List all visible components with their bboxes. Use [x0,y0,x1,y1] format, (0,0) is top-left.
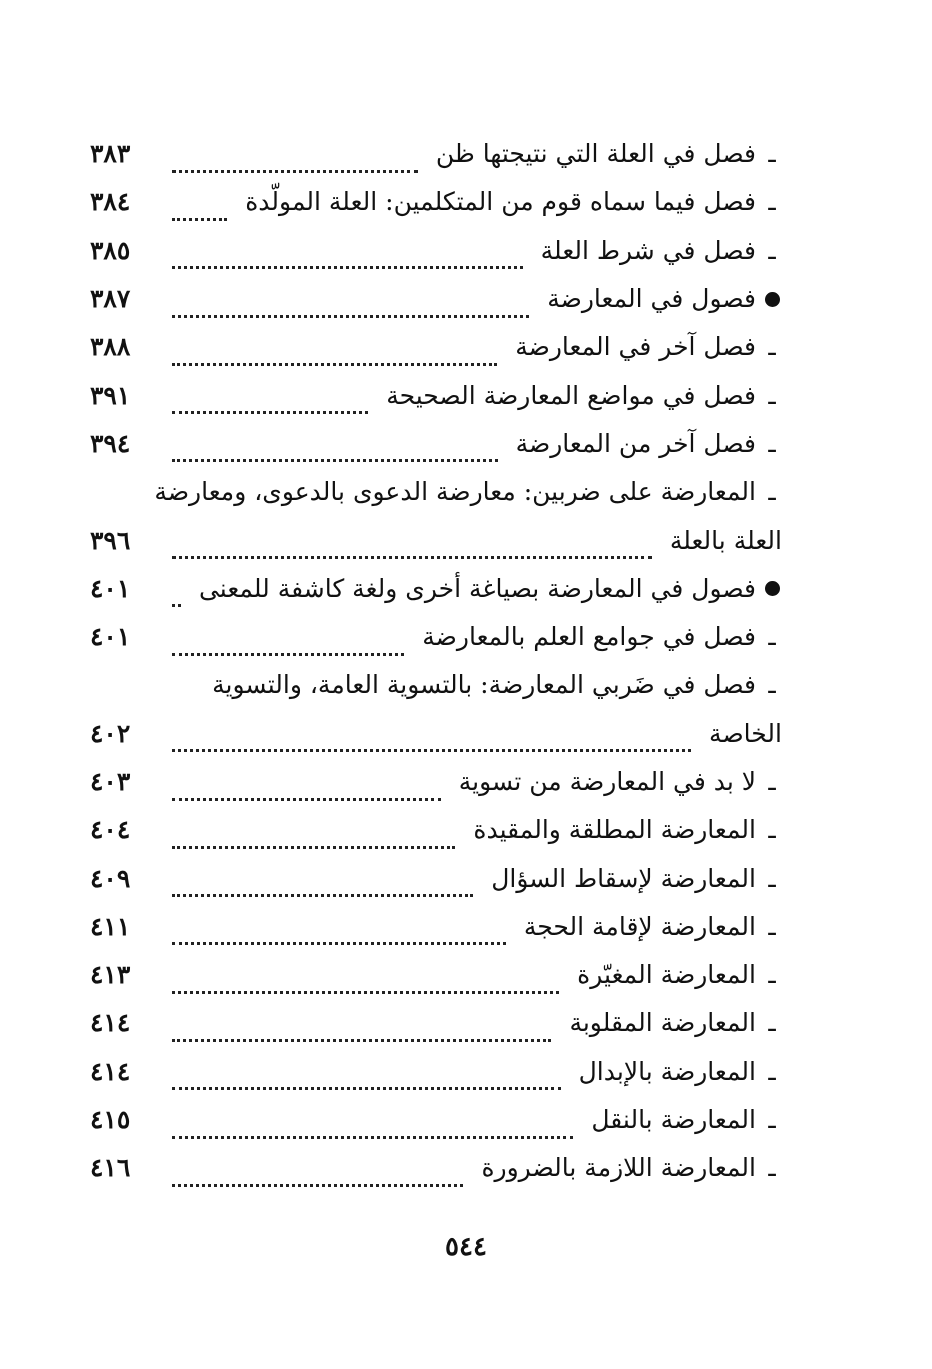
dash-marker: ـ [768,187,776,217]
toc-entry-page: ٣٩٦ [90,525,131,555]
toc-entry-title: الخاصة [709,718,782,748]
dot-leader [172,922,506,945]
toc-entry-page: ٤١٦ [90,1153,131,1183]
dash-marker: ـ [768,428,776,458]
toc-entry [90,130,782,178]
toc-entry [90,1144,782,1192]
toc-entry [90,806,782,854]
dot-leader [172,1019,551,1042]
dot-leader [172,1116,573,1139]
dash-marker: ـ [768,235,776,265]
toc-entry-title: فصل آخر من المعارضة [515,428,756,458]
toc-entry-page: ٤١١ [90,911,131,941]
dot-leader [172,826,455,849]
page-number: ٥٤٤ [445,1232,487,1262]
dot-leader [172,150,418,173]
toc-entry-page: ٣٨٧ [90,284,131,314]
dot-leader [172,633,404,656]
toc-entry-title: المعارضة المقلوبة [569,1008,756,1038]
dot-leader [172,1164,463,1187]
dot-leader [172,1067,561,1090]
toc-entry-page: ٤٠٤ [90,815,131,845]
dot-leader [172,439,498,462]
toc-entry-title: المعارضة اللازمة بالضرورة [481,1153,756,1183]
toc-entry-page: ٤٠٢ [90,718,131,748]
dash-marker: ـ [768,332,776,362]
toc-entry-title: فصل آخر في المعارضة [515,332,756,362]
toc-entry [90,758,782,806]
toc-entry-page: ٣٨٤ [90,187,131,217]
dash-marker: ـ [768,139,776,169]
dot-leader [172,246,523,269]
dash-marker: ـ [768,767,776,796]
dot-leader [172,391,368,414]
dash-marker: ـ [768,1008,776,1038]
toc-entry-page: ٤٠٩ [90,863,131,893]
table-of-contents [90,130,782,1193]
dash-marker: ـ [768,960,776,990]
toc-entry-page: ٤٠١ [90,622,131,652]
dot-leader [172,584,181,607]
toc-entry [90,323,782,371]
toc-entry [90,1048,782,1096]
dash-marker: ـ [768,863,776,893]
dash-marker: ـ [768,1153,776,1183]
toc-entry [90,371,782,419]
toc-entry [90,613,782,661]
toc-entry [90,999,782,1047]
toc-entry-page: ٣٨٥ [90,235,131,265]
toc-entry-title: المعارضة المطلقة والمقيدة [473,815,756,845]
toc-entry [90,710,782,758]
dash-marker: ـ [768,622,776,652]
dot-leader [172,874,473,897]
dash-marker: ـ [768,477,776,507]
toc-entry-title: فصول في المعارضة بصياغة أخرى ولغة كاشفة للمعنى [198,573,756,603]
toc-entry [90,468,782,516]
toc-entry [90,227,782,275]
dash-marker: ـ [768,815,776,845]
toc-entry-page: ٣٨٨ [90,332,131,362]
toc-entry [90,903,782,951]
toc-entry-title: فصل في جوامع العلم بالمعارضة [422,622,756,652]
dot-leader [172,536,652,559]
toc-entry-title: فصل في العلة التي نتيجتها ظن [435,139,756,169]
toc-entry-page: ٣٩٤ [90,428,131,458]
toc-entry-title: المعارضة لإقامة الحجة [523,911,756,941]
toc-entry-title: المعارضة بالإبدال [578,1056,756,1086]
dot-leader [172,343,497,366]
toc-entry-page: ٤١٤ [90,1056,131,1086]
toc-entry-title: المعارضة لإسقاط السؤال [491,863,756,893]
toc-entry-title: المعارضة على ضربين: معارضة الدعوى بالدعوى، ومعارضة [154,477,756,507]
dash-marker: ـ [768,1105,776,1135]
toc-entry-page: ٤٠٣ [90,767,131,796]
dash-marker: ـ [768,670,776,700]
dash-marker: ـ [768,911,776,941]
toc-entry [90,951,782,999]
dot-leader [172,971,559,994]
toc-entry-page: ٣٨٣ [90,139,131,169]
toc-entry-page: ٣٩١ [90,380,131,410]
toc-entry-title: فصل في ضَربي المعارضة: بالتسوية العامة، والتسوية [212,670,756,700]
toc-entry [90,565,782,613]
toc-entry [90,1096,782,1144]
toc-entry-page: ٤١٣ [90,960,131,990]
toc-entry-title: المعارضة بالنقل [591,1105,756,1135]
toc-entry-title: العلة بالعلة [669,525,782,555]
toc-entry-page: ٤١٤ [90,1008,131,1038]
toc-entry-title: فصل فيما سماه قوم من المتكلمين: العلة المولّدة [245,187,756,217]
dot-leader [172,295,529,318]
toc-entry-title: فصول في المعارضة [547,284,756,314]
toc-entry [90,178,782,226]
toc-entry-title: المعارضة المغيّرة [577,960,756,990]
dash-marker: ـ [768,380,776,410]
toc-entry [90,854,782,902]
toc-entry-page: ٤٠١ [90,573,131,603]
toc-entry [90,661,782,709]
toc-entry-title: فصل في مواضع المعارضة الصحيحة [386,380,756,410]
dot-leader [172,198,227,221]
toc-entry [90,516,782,564]
toc-entry [90,275,782,323]
bullet-dot-icon [762,581,782,596]
dot-leader [172,729,691,752]
toc-entry [90,420,782,468]
bullet-dot-icon [762,292,782,307]
dash-marker: ـ [768,1056,776,1086]
toc-entry-page: ٤١٥ [90,1105,131,1135]
toc-entry-title: لا بد في المعارضة من تسوية [458,767,756,796]
toc-entry-title: فصل في شرط العلة [540,235,756,265]
dot-leader [172,778,441,801]
